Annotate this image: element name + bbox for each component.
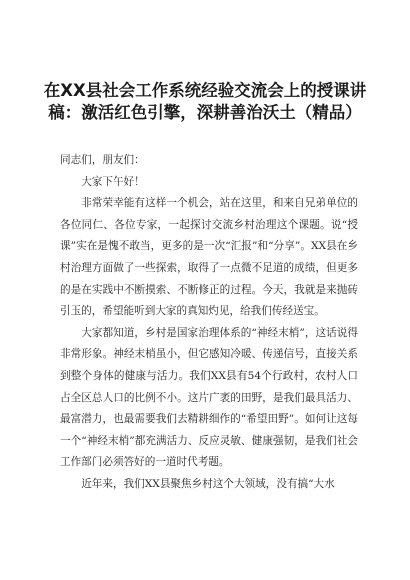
document-title: 在XX县社会工作系统经验交流会上的授课讲稿：激活红色引擎，深耕善治沃土（精品） bbox=[43, 81, 367, 122]
paragraph-greeting: 大家下午好！ bbox=[81, 175, 145, 188]
paragraph-recent-years: 近年来，我们XX县聚焦乡村这个大领域，没有搞“大水 bbox=[81, 477, 335, 490]
paragraph-nerve-endings: 大家都知道，乡村是国家治理体系的“神经末梢”，这话说得非常形象。神经末梢虽小，但它感知冷暖、传递信号，直接关系到整个身体的健康与活力。我们XX县有54个行政村，农村人口占全区总人口的比例不小。这片广袤的田野，是我们最具活力、最富潜力，也最需要我们去精耕细作的“希望田野”。如何让这每一个“神经末梢”都充满活力、反应灵敏、健康强韧，是我们社会工作部门必须答好的一道时代考题。 bbox=[60, 326, 358, 469]
document-body bbox=[60, 150, 358, 496]
salutation: 同志们，朋友们： bbox=[60, 154, 145, 166]
paragraph-intro: 非常荣幸能有这样一个机会，站在这里，和来自兄弟单位的各位同仁、各位专家，一起探讨交流乡村治理这个课题。说“授课”实在是愧不敢当，更多的是一次“汇报”和“分享”。XX县在乡村治理方面做了一些探索，取得了一点微不足道的成绩，但更多的是在实践中不断摸索、不断修正的过程。今天，我就是来抛砖引玉的，希望能听到大家的真知灼见，给我们传经送宝。 bbox=[60, 197, 358, 318]
